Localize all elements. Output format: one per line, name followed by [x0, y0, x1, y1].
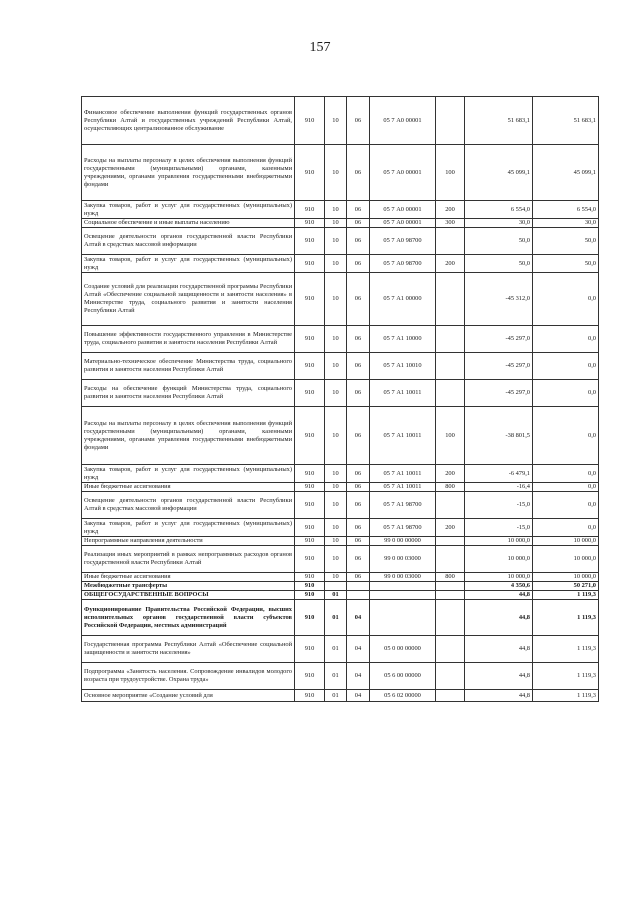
- admin-code-cell: 910: [295, 228, 325, 255]
- target-article-code-cell: 05 7 А1 00000: [370, 273, 436, 326]
- amount-change-cell: -15,0: [465, 492, 533, 519]
- admin-code-cell: 910: [295, 663, 325, 690]
- amount-total-cell: 0,0: [533, 407, 599, 465]
- amount-change-cell: -45 297,0: [465, 380, 533, 407]
- target-article-code-cell: 05 7 А0 00001: [370, 201, 436, 219]
- section-code-cell: 10: [325, 483, 347, 492]
- admin-code-cell: 910: [295, 636, 325, 663]
- table-row: [82, 690, 599, 702]
- row-name-cell: Межбюджетные трансферты: [82, 582, 295, 591]
- subsection-code-cell: 06: [347, 228, 370, 255]
- admin-code-cell: 910: [295, 546, 325, 573]
- row-name-cell: Социальное обеспечение и иные выплаты населению: [82, 219, 295, 228]
- row-name-cell: ОБЩЕГОСУДАРСТВЕННЫЕ ВОПРОСЫ: [82, 591, 295, 600]
- subsection-code-cell: 06: [347, 465, 370, 483]
- subsection-code-cell: 06: [347, 273, 370, 326]
- section-code-cell: 10: [325, 353, 347, 380]
- subsection-code-cell: 06: [347, 483, 370, 492]
- table-row: [82, 219, 599, 228]
- row-name-cell: Иные бюджетные ассигнования: [82, 573, 295, 582]
- table-row: [82, 573, 599, 582]
- expense-type-code-cell: [436, 97, 465, 145]
- table-row: [82, 326, 599, 353]
- row-name-cell: Освещение деятельности органов государственной власти Республики Алтай в средствах массовой информации: [82, 492, 295, 519]
- section-code-cell: 10: [325, 492, 347, 519]
- expense-type-code-cell: 200: [436, 465, 465, 483]
- target-article-code-cell: 05 7 А1 98700: [370, 519, 436, 537]
- table-row: [82, 353, 599, 380]
- table-row: [82, 273, 599, 326]
- amount-total-cell: 10 000,0: [533, 537, 599, 546]
- target-article-code-cell: 05 7 А0 98700: [370, 228, 436, 255]
- table-row: [82, 465, 599, 483]
- target-article-code-cell: 05 7 А1 10011: [370, 465, 436, 483]
- target-article-code-cell: [370, 582, 436, 591]
- section-code-cell: 10: [325, 145, 347, 201]
- amount-total-cell: 0,0: [533, 353, 599, 380]
- subsection-code-cell: [347, 591, 370, 600]
- row-name-cell: Закупка товаров, работ и услуг для государственных (муниципальных) нужд: [82, 465, 295, 483]
- expense-type-code-cell: [436, 326, 465, 353]
- expense-type-code-cell: 100: [436, 407, 465, 465]
- page-number: 157: [309, 40, 331, 55]
- expense-type-code-cell: [436, 228, 465, 255]
- amount-total-cell: 51 683,1: [533, 97, 599, 145]
- admin-code-cell: 910: [295, 690, 325, 702]
- expense-type-code-cell: [436, 546, 465, 573]
- amount-total-cell: 0,0: [533, 483, 599, 492]
- target-article-code-cell: 05 7 А1 10011: [370, 483, 436, 492]
- section-code-cell: [325, 582, 347, 591]
- table-row: [82, 519, 599, 537]
- table-row: [82, 582, 599, 591]
- table-row: [82, 201, 599, 219]
- admin-code-cell: 910: [295, 219, 325, 228]
- table-row: [82, 407, 599, 465]
- amount-total-cell: 45 099,1: [533, 145, 599, 201]
- amount-change-cell: 30,0: [465, 219, 533, 228]
- table-row: [82, 636, 599, 663]
- section-code-cell: 10: [325, 219, 347, 228]
- section-code-cell: 10: [325, 380, 347, 407]
- section-code-cell: 01: [325, 663, 347, 690]
- target-article-code-cell: 05 7 А1 10000: [370, 326, 436, 353]
- amount-total-cell: 30,0: [533, 219, 599, 228]
- amount-total-cell: 1 119,3: [533, 690, 599, 702]
- expense-type-code-cell: 100: [436, 145, 465, 201]
- row-name-cell: Функционирование Правительства Российской Федерации, высших исполнительных органов государственной власти субъектов Российской Федерации, местных администраций: [82, 600, 295, 636]
- table-row: [82, 228, 599, 255]
- table-row: [82, 145, 599, 201]
- amount-total-cell: 0,0: [533, 273, 599, 326]
- admin-code-cell: 910: [295, 255, 325, 273]
- target-article-code-cell: 05 7 А0 00001: [370, 145, 436, 201]
- expense-type-code-cell: 300: [436, 219, 465, 228]
- row-name-cell: Подпрограмма «Занятость населения. Сопровождение инвалидов молодого возраста при трудоустройстве. Охрана труда»: [82, 663, 295, 690]
- section-code-cell: 10: [325, 326, 347, 353]
- admin-code-cell: 910: [295, 465, 325, 483]
- target-article-code-cell: 05 0 00 00000: [370, 636, 436, 663]
- row-name-cell: Расходы на обеспечение функций Министерства труда, социального развития и занятости населения Республики Алтай: [82, 380, 295, 407]
- admin-code-cell: 910: [295, 145, 325, 201]
- amount-change-cell: -45 312,0: [465, 273, 533, 326]
- expense-type-code-cell: 800: [436, 573, 465, 582]
- expense-type-code-cell: [436, 582, 465, 591]
- amount-change-cell: -45 297,0: [465, 353, 533, 380]
- amount-total-cell: 1 119,3: [533, 591, 599, 600]
- amount-change-cell: 44,8: [465, 663, 533, 690]
- target-article-code-cell: 05 7 А0 00001: [370, 97, 436, 145]
- admin-code-cell: 910: [295, 582, 325, 591]
- table-row: [82, 663, 599, 690]
- admin-code-cell: 910: [295, 380, 325, 407]
- section-code-cell: 10: [325, 519, 347, 537]
- row-name-cell: Реализация иных мероприятий в рамках непрограммных расходов органов государственной власти Республики Алтай: [82, 546, 295, 573]
- subsection-code-cell: 06: [347, 326, 370, 353]
- expense-type-code-cell: [436, 380, 465, 407]
- subsection-code-cell: 06: [347, 537, 370, 546]
- amount-total-cell: 50,0: [533, 228, 599, 255]
- amount-change-cell: -16,4: [465, 483, 533, 492]
- subsection-code-cell: 06: [347, 492, 370, 519]
- expense-type-code-cell: [436, 537, 465, 546]
- subsection-code-cell: 06: [347, 546, 370, 573]
- row-name-cell: Создание условий для реализации государственной программы Республики Алтай «Обеспечение социальной защищенности и занятости населения» в Министерстве труда, социального развития и занятости населения Республики Алтай: [82, 273, 295, 326]
- section-code-cell: 01: [325, 690, 347, 702]
- subsection-code-cell: 04: [347, 600, 370, 636]
- amount-change-cell: 44,8: [465, 636, 533, 663]
- row-name-cell: Основное мероприятие «Создание условий для: [82, 690, 295, 702]
- section-code-cell: 01: [325, 591, 347, 600]
- amount-change-cell: 50,0: [465, 255, 533, 273]
- row-name-cell: Освещение деятельности органов государственной власти Республики Алтай в средствах массовой информации: [82, 228, 295, 255]
- amount-change-cell: 44,8: [465, 600, 533, 636]
- subsection-code-cell: 06: [347, 353, 370, 380]
- target-article-code-cell: 05 7 А1 10011: [370, 380, 436, 407]
- amount-total-cell: 0,0: [533, 519, 599, 537]
- target-article-code-cell: 05 6 00 00000: [370, 663, 436, 690]
- amount-total-cell: 50 271,0: [533, 582, 599, 591]
- expense-type-code-cell: 200: [436, 201, 465, 219]
- amount-change-cell: 10 000,0: [465, 546, 533, 573]
- target-article-code-cell: 99 0 00 03000: [370, 546, 436, 573]
- subsection-code-cell: 06: [347, 519, 370, 537]
- amount-total-cell: 10 000,0: [533, 546, 599, 573]
- section-code-cell: 10: [325, 255, 347, 273]
- expense-type-code-cell: 200: [436, 255, 465, 273]
- amount-total-cell: 10 000,0: [533, 573, 599, 582]
- amount-total-cell: 6 554,0: [533, 201, 599, 219]
- section-code-cell: 10: [325, 546, 347, 573]
- expense-type-code-cell: [436, 636, 465, 663]
- expense-type-code-cell: 200: [436, 519, 465, 537]
- section-code-cell: 10: [325, 573, 347, 582]
- row-name-cell: Непрограммные направления деятельности: [82, 537, 295, 546]
- subsection-code-cell: 06: [347, 255, 370, 273]
- amount-change-cell: 44,8: [465, 591, 533, 600]
- amount-change-cell: 10 000,0: [465, 537, 533, 546]
- admin-code-cell: 910: [295, 353, 325, 380]
- row-name-cell: Закупка товаров, работ и услуг для государственных (муниципальных) нужд: [82, 201, 295, 219]
- row-name-cell: Материально-техническое обеспечение Министерства труда, социального развития и занятости населения Республики Алтай: [82, 353, 295, 380]
- expense-type-code-cell: [436, 492, 465, 519]
- subsection-code-cell: 06: [347, 380, 370, 407]
- target-article-code-cell: 05 7 А0 00001: [370, 219, 436, 228]
- admin-code-cell: 910: [295, 537, 325, 546]
- amount-total-cell: 0,0: [533, 492, 599, 519]
- amount-change-cell: 45 099,1: [465, 145, 533, 201]
- subsection-code-cell: 04: [347, 690, 370, 702]
- section-code-cell: 10: [325, 537, 347, 546]
- amount-total-cell: 1 119,3: [533, 663, 599, 690]
- admin-code-cell: 910: [295, 600, 325, 636]
- subsection-code-cell: [347, 582, 370, 591]
- table-row: [82, 546, 599, 573]
- admin-code-cell: 910: [295, 492, 325, 519]
- expense-type-code-cell: [436, 690, 465, 702]
- target-article-code-cell: 05 6 02 00000: [370, 690, 436, 702]
- section-code-cell: 10: [325, 273, 347, 326]
- target-article-code-cell: 99 0 00 03000: [370, 573, 436, 582]
- table-row: [82, 600, 599, 636]
- section-code-cell: 10: [325, 407, 347, 465]
- target-article-code-cell: [370, 591, 436, 600]
- target-article-code-cell: 05 7 А1 10011: [370, 407, 436, 465]
- admin-code-cell: 910: [295, 97, 325, 145]
- table-row: [82, 380, 599, 407]
- target-article-code-cell: 05 7 А1 98700: [370, 492, 436, 519]
- row-name-cell: Закупка товаров, работ и услуг для государственных (муниципальных) нужд: [82, 519, 295, 537]
- table-row: [82, 97, 599, 145]
- expense-type-code-cell: [436, 663, 465, 690]
- admin-code-cell: 910: [295, 407, 325, 465]
- amount-change-cell: -38 801,5: [465, 407, 533, 465]
- subsection-code-cell: 04: [347, 636, 370, 663]
- row-name-cell: Государственная программа Республики Алтай «Обеспечение социальной защищенности и занятости населения»: [82, 636, 295, 663]
- row-name-cell: Расходы на выплаты персоналу в целях обеспечения выполнения функций государственными (муниципальными) органами, казенными учреждениями, органами управления государственными внебюджетными фондами: [82, 145, 295, 201]
- amount-change-cell: 4 350,6: [465, 582, 533, 591]
- expense-type-code-cell: 800: [436, 483, 465, 492]
- row-name-cell: Финансовое обеспечение выполнения функций государственных органов Республики Алтай и государственных учреждений Республики Алтай, осуществляющих централизованное обслуживание: [82, 97, 295, 145]
- row-name-cell: Расходы на выплаты персоналу в целях обеспечения выполнения функций государственными (муниципальными) органами, казенными учреждениями, органами управления государственными внебюджетными фондами: [82, 407, 295, 465]
- admin-code-cell: 910: [295, 519, 325, 537]
- amount-total-cell: 0,0: [533, 380, 599, 407]
- target-article-code-cell: 05 7 А0 98700: [370, 255, 436, 273]
- section-code-cell: 10: [325, 201, 347, 219]
- admin-code-cell: 910: [295, 573, 325, 582]
- admin-code-cell: 910: [295, 591, 325, 600]
- section-code-cell: 10: [325, 465, 347, 483]
- subsection-code-cell: 06: [347, 219, 370, 228]
- amount-change-cell: -15,0: [465, 519, 533, 537]
- amount-total-cell: 50,0: [533, 255, 599, 273]
- target-article-code-cell: 99 0 00 00000: [370, 537, 436, 546]
- subsection-code-cell: 06: [347, 97, 370, 145]
- amount-change-cell: 44,8: [465, 690, 533, 702]
- amount-change-cell: 50,0: [465, 228, 533, 255]
- amount-total-cell: 1 119,3: [533, 636, 599, 663]
- section-code-cell: 10: [325, 228, 347, 255]
- section-code-cell: 01: [325, 600, 347, 636]
- expense-type-code-cell: [436, 273, 465, 326]
- admin-code-cell: 910: [295, 483, 325, 492]
- subsection-code-cell: 06: [347, 145, 370, 201]
- subsection-code-cell: 06: [347, 407, 370, 465]
- expense-type-code-cell: [436, 591, 465, 600]
- admin-code-cell: 910: [295, 326, 325, 353]
- table-row: [82, 483, 599, 492]
- amount-change-cell: 51 683,1: [465, 97, 533, 145]
- subsection-code-cell: 04: [347, 663, 370, 690]
- table-row: [82, 537, 599, 546]
- amount-change-cell: 6 554,0: [465, 201, 533, 219]
- subsection-code-cell: 06: [347, 201, 370, 219]
- section-code-cell: 10: [325, 97, 347, 145]
- table-row: [82, 591, 599, 600]
- admin-code-cell: 910: [295, 273, 325, 326]
- subsection-code-cell: 06: [347, 573, 370, 582]
- expense-type-code-cell: [436, 600, 465, 636]
- target-article-code-cell: [370, 600, 436, 636]
- amount-change-cell: -6 479,1: [465, 465, 533, 483]
- amount-total-cell: 1 119,3: [533, 600, 599, 636]
- row-name-cell: Иные бюджетные ассигнования: [82, 483, 295, 492]
- row-name-cell: Закупка товаров, работ и услуг для государственных (муниципальных) нужд: [82, 255, 295, 273]
- section-code-cell: 01: [325, 636, 347, 663]
- amount-change-cell: -45 297,0: [465, 326, 533, 353]
- admin-code-cell: 910: [295, 201, 325, 219]
- amount-change-cell: 10 000,0: [465, 573, 533, 582]
- amount-total-cell: 0,0: [533, 465, 599, 483]
- budget-table: [81, 96, 599, 702]
- table-row: [82, 492, 599, 519]
- expense-type-code-cell: [436, 353, 465, 380]
- target-article-code-cell: 05 7 А1 10010: [370, 353, 436, 380]
- table-row: [82, 255, 599, 273]
- row-name-cell: Повышение эффективности государственного управления в Министерстве труда, социального развития и занятости населения Республики Алтай: [82, 326, 295, 353]
- amount-total-cell: 0,0: [533, 326, 599, 353]
